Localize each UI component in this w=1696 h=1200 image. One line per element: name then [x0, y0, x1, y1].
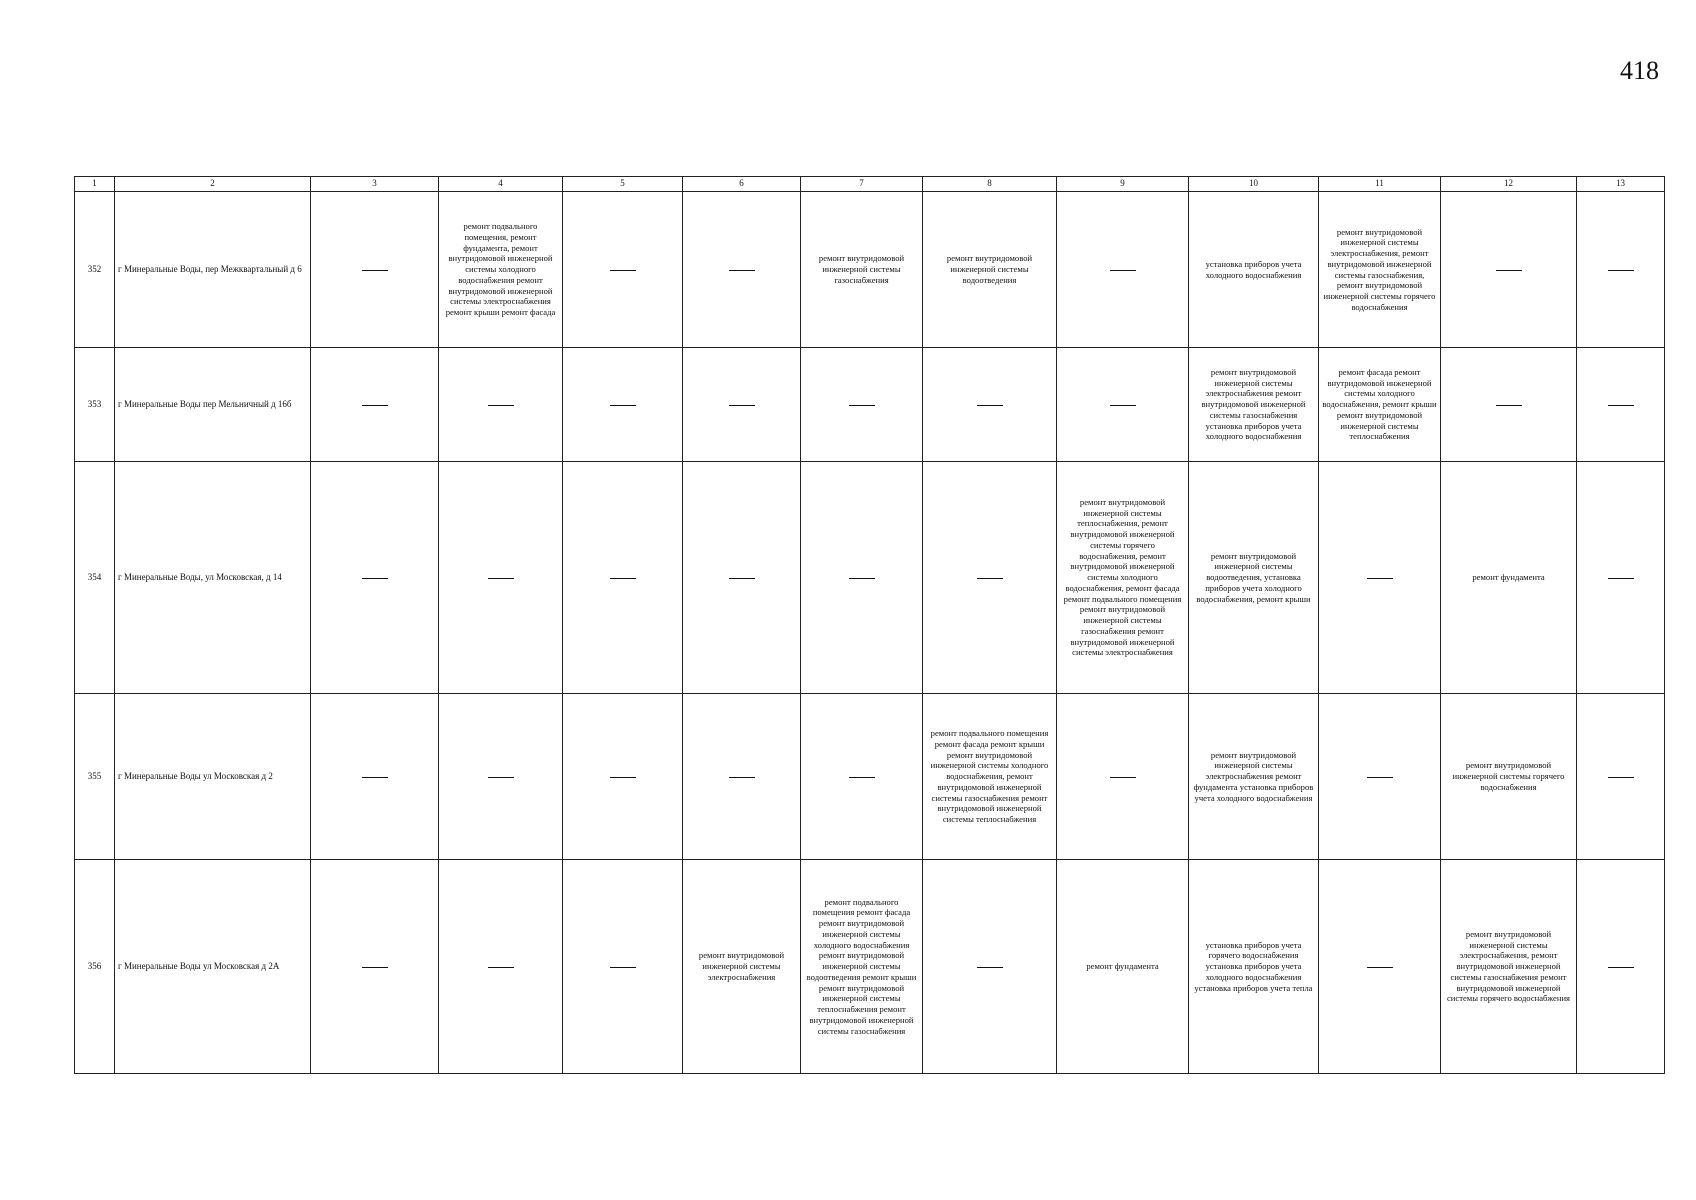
work-cell: ремонт подвального помещения ремонт фасада ремонт внутридомовой инженерной системы холодного водоснабжения ремонт внутридомовой инженерной системы водоотведения ремонт крыши ремонт внутридомовой инженерной системы теплоснабжения ремонт внутридомовой инженерной системы газоснабжения: [801, 860, 923, 1074]
row-number: 352: [75, 192, 115, 348]
work-cell: ремонт внутридомовой инженерной системы водоотведения, установка приборов учета холодного водоснабжения, ремонт крыши: [1189, 462, 1319, 694]
repair-program-table: [74, 176, 1665, 1074]
work-cell: [1057, 348, 1189, 462]
address-cell: г Минеральные Воды, пер Межквартальный д 6: [115, 192, 311, 348]
empty-dash: [610, 270, 636, 271]
empty-dash: [362, 578, 388, 579]
work-cell: [1057, 192, 1189, 348]
work-cell: [439, 694, 563, 860]
work-cell: [1057, 694, 1189, 860]
empty-dash: [1608, 270, 1634, 271]
work-cell: [311, 192, 439, 348]
row-number: 353: [75, 348, 115, 462]
work-cell: [439, 860, 563, 1074]
work-cell: [1441, 348, 1577, 462]
table-row: [75, 860, 1665, 1074]
column-number: 4: [439, 177, 563, 192]
work-cell: [1577, 462, 1665, 694]
work-cell: [311, 462, 439, 694]
work-cell: [1319, 860, 1441, 1074]
work-cell: [563, 694, 683, 860]
address-cell: г Минеральные Воды, ул Московская, д 14: [115, 462, 311, 694]
column-number: 12: [1441, 177, 1577, 192]
work-cell: [683, 348, 801, 462]
work-cell: [311, 860, 439, 1074]
work-cell: [923, 462, 1057, 694]
empty-dash: [1367, 967, 1393, 968]
work-cell: ремонт внутридомовой инженерной системы водоотведения: [923, 192, 1057, 348]
empty-dash: [729, 270, 755, 271]
empty-dash: [1110, 270, 1136, 271]
page-number: 418: [1620, 56, 1659, 85]
work-cell: ремонт подвального помещения, ремонт фундамента, ремонт внутридомовой инженерной системы холодного водоснабжения ремонт внутридомовой инженерной системы электроснабжения ремонт крыши ремонт фасада: [439, 192, 563, 348]
work-cell: [683, 192, 801, 348]
table-row: [75, 462, 1665, 694]
work-cell: [683, 694, 801, 860]
work-cell: [801, 694, 923, 860]
empty-dash: [488, 777, 514, 778]
address-cell: г Минеральные Воды ул Московская д 2: [115, 694, 311, 860]
work-cell: [563, 192, 683, 348]
work-cell: ремонт внутридомовой инженерной системы электроснабжения ремонт внутридомовой инженерной системы газоснабжения установка приборов учета холодного водоснабжения: [1189, 348, 1319, 462]
empty-dash: [488, 578, 514, 579]
work-cell: [1577, 694, 1665, 860]
empty-dash: [977, 578, 1003, 579]
work-cell: ремонт внутридомовой инженерной системы теплоснабжения, ремонт внутридомовой инженерной системы горячего водоснабжения, ремонт внутридомовой инженерной системы холодного водоснабжения, ремонт фасада ремонт подвального помещения ремонт внутридомовой инженерной системы газоснабжения ремонт внутридомовой инженерной системы электроснабжения: [1057, 462, 1189, 694]
column-number: 10: [1189, 177, 1319, 192]
work-cell: установка приборов учета холодного водоснабжения: [1189, 192, 1319, 348]
work-cell: ремонт внутридомовой инженерной системы электроснабжения: [683, 860, 801, 1074]
column-number-row: [75, 177, 1665, 192]
work-cell: [1441, 192, 1577, 348]
empty-dash: [610, 405, 636, 406]
empty-dash: [977, 405, 1003, 406]
column-number: 9: [1057, 177, 1189, 192]
work-cell: установка приборов учета горячего водоснабжения установка приборов учета холодного водоснабжения установка приборов учета тепла: [1189, 860, 1319, 1074]
work-cell: [563, 462, 683, 694]
empty-dash: [362, 967, 388, 968]
column-number: 13: [1577, 177, 1665, 192]
empty-dash: [849, 777, 875, 778]
column-number: 6: [683, 177, 801, 192]
work-cell: ремонт фундамента: [1441, 462, 1577, 694]
work-cell: [563, 348, 683, 462]
work-cell: [801, 348, 923, 462]
work-cell: ремонт внутридомовой инженерной системы газоснабжения: [801, 192, 923, 348]
empty-dash: [729, 578, 755, 579]
table-row: [75, 348, 1665, 462]
empty-dash: [362, 777, 388, 778]
empty-dash: [488, 405, 514, 406]
empty-dash: [1608, 967, 1634, 968]
work-cell: [1577, 348, 1665, 462]
work-cell: [439, 462, 563, 694]
empty-dash: [610, 578, 636, 579]
empty-dash: [977, 967, 1003, 968]
table-row: [75, 192, 1665, 348]
empty-dash: [610, 777, 636, 778]
work-cell: [1319, 462, 1441, 694]
work-cell: [1577, 192, 1665, 348]
work-cell: [801, 462, 923, 694]
table-row: [75, 694, 1665, 860]
empty-dash: [1608, 777, 1634, 778]
row-number: 354: [75, 462, 115, 694]
empty-dash: [1496, 405, 1522, 406]
row-number: 356: [75, 860, 115, 1074]
column-number: 3: [311, 177, 439, 192]
empty-dash: [362, 270, 388, 271]
empty-dash: [1496, 270, 1522, 271]
empty-dash: [1367, 777, 1393, 778]
empty-dash: [488, 967, 514, 968]
empty-dash: [1110, 777, 1136, 778]
empty-dash: [729, 405, 755, 406]
work-cell: [923, 348, 1057, 462]
work-cell: ремонт внутридомовой инженерной системы горячего водоснабжения: [1441, 694, 1577, 860]
work-cell: ремонт внутридомовой инженерной системы электроснабжения ремонт фундамента установка приборов учета холодного водоснабжения: [1189, 694, 1319, 860]
address-cell: г Минеральные Воды ул Московская д 2А: [115, 860, 311, 1074]
empty-dash: [849, 405, 875, 406]
work-cell: ремонт внутридомовой инженерной системы электроснабжения, ремонт внутридомовой инженерной системы газоснабжения ремонт внутридомовой инженерной системы горячего водоснабжения: [1441, 860, 1577, 1074]
empty-dash: [1110, 405, 1136, 406]
empty-dash: [1608, 405, 1634, 406]
column-number: 1: [75, 177, 115, 192]
column-number: 7: [801, 177, 923, 192]
empty-dash: [729, 777, 755, 778]
column-number: 8: [923, 177, 1057, 192]
work-cell: ремонт подвального помещения ремонт фасада ремонт крыши ремонт внутридомовой инженерной системы холодного водоснабжения, ремонт внутридомовой инженерной системы газоснабжения ремонт внутридомовой инженерной системы теплоснабжения: [923, 694, 1057, 860]
work-cell: [683, 462, 801, 694]
work-cell: ремонт фасада ремонт внутридомовой инженерной системы холодного водоснабжения, ремонт крыши ремонт внутридомовой инженерной системы теплоснабжения: [1319, 348, 1441, 462]
work-cell: [1319, 694, 1441, 860]
column-number: 2: [115, 177, 311, 192]
work-cell: [1577, 860, 1665, 1074]
empty-dash: [362, 405, 388, 406]
work-cell: [563, 860, 683, 1074]
work-cell: ремонт фундамента: [1057, 860, 1189, 1074]
work-cell: [923, 860, 1057, 1074]
empty-dash: [849, 578, 875, 579]
work-cell: ремонт внутридомовой инженерной системы электроснабжения, ремонт внутридомовой инженерной системы газоснабжения, ремонт внутридомовой инженерной системы горячего водоснабжения: [1319, 192, 1441, 348]
empty-dash: [1608, 578, 1634, 579]
work-cell: [311, 348, 439, 462]
work-cell: [311, 694, 439, 860]
empty-dash: [1367, 578, 1393, 579]
address-cell: г Минеральные Воды пер Мельничный д 16б: [115, 348, 311, 462]
column-number: 11: [1319, 177, 1441, 192]
work-cell: [439, 348, 563, 462]
row-number: 355: [75, 694, 115, 860]
column-number: 5: [563, 177, 683, 192]
empty-dash: [610, 967, 636, 968]
